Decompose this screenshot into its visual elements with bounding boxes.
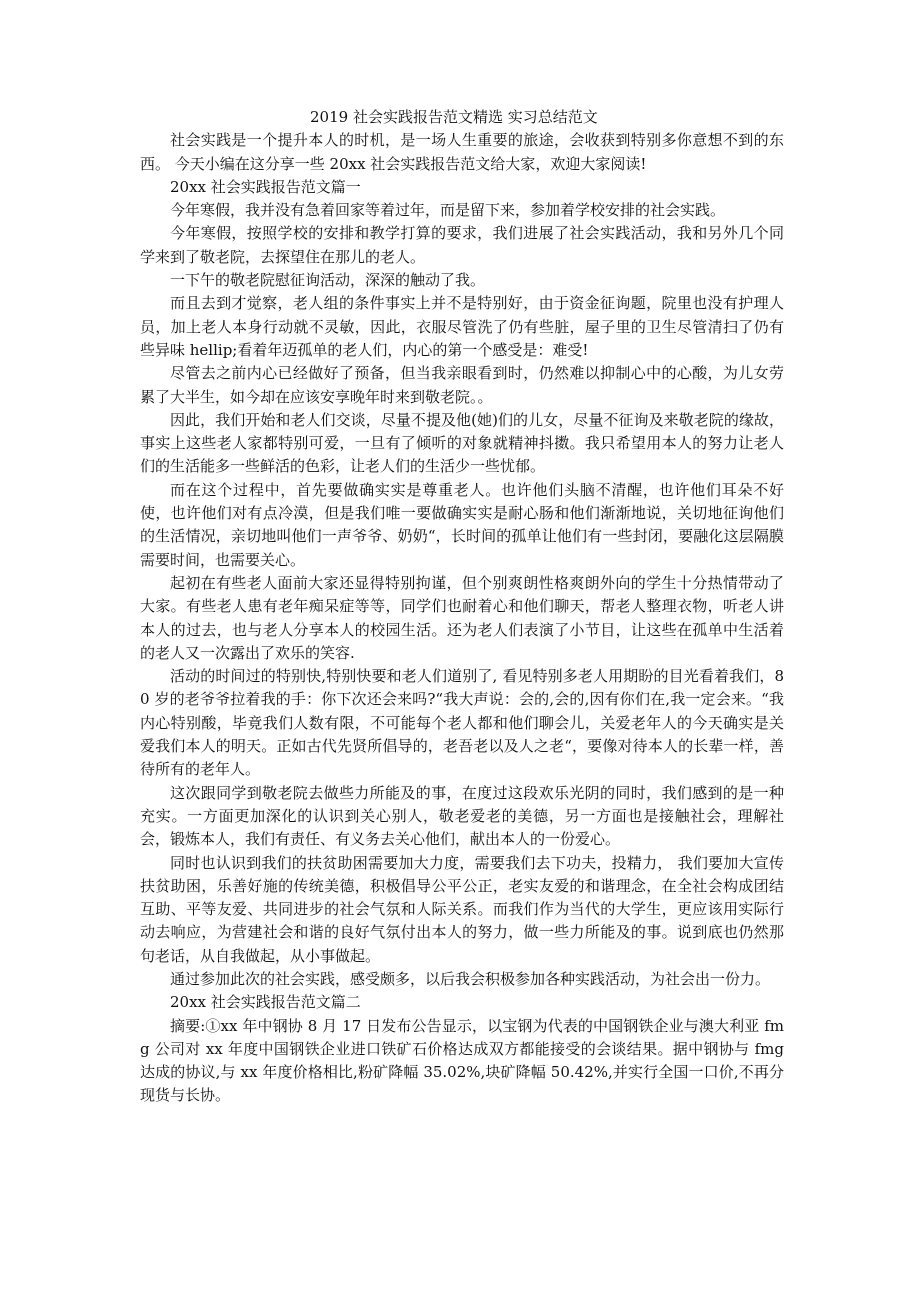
paragraph: 而在这个过程中，首先要做确实实是尊重老人。也许他们头脑不清醒，也许他们耳朵不好使，也许他们对有点冷漠，但是我们唯一要做确实实是耐心肠和他们渐渐地说，关切地征询他们的生活情况，亲切地叫他们一声爷爷、奶奶“，长时间的孤单让他们有一些封闭，要融化这层隔膜需要时间，也需要关心。: [140, 480, 784, 569]
paragraph: 尽管去之前内心已经做好了预备，但当我亲眼看到时，仍然难以抑制心中的心酸，为儿女劳累了大半生，如今却在应该安享晚年时来到敬老院。。: [140, 364, 784, 406]
intro-paragraph: 社会实践是一个提升本人的时机，是一场人生重要的旅途，会收获到特别多你意想不到的东西。 今天小编在这分享一些 20xx 社会实践报告范文给大家，欢迎大家阅读!: [140, 131, 784, 173]
section-one: [140, 176, 784, 991]
paragraph: 这次跟同学到敬老院去做些力所能及的事，在度过这段欢乐光阴的同时，我们感到的是一种充实。一方面更加深化的认识到关心别人，敬老爱老的美德，另一方面也是接触社会，理解社会，锻炼本人，我们有责任、有义务去关心他们，献出本人的一份爱心。: [140, 783, 784, 849]
section-heading: 20xx 社会实践报告范文篇一: [170, 177, 361, 196]
paragraph: 今年寒假，按照学校的安排和教学打算的要求，我们进展了社会实践活动，我和另外几个同学来到了敬老院，去探望住在那儿的老人。: [140, 224, 784, 266]
paragraph: 而且去到才觉察，老人组的条件事实上并不是特别好，由于资金征询题，院里也没有护理人员，加上老人本身行动就不灵敏，因此，衣服尽管洗了仍有些脏，屋子里的卫生尽管清扫了仍有些异味 hellip;看着年迈孤单的老人们，内心的第一个感受是：难受!: [140, 294, 784, 359]
section-two: [140, 991, 784, 1107]
paragraph: 活动的时间过的特别快,特别快要和老人们道别了, 看见特别多老人用期盼的目光看着我们，80 岁的老爷爷拉着我的手：你下次还会来吗?“我大声说：会的,会的,因有你们在,我一定会来。“我内心特别酸，毕竟我们人数有限，不可能每个老人都和他们聊会儿，关爱老年人的今天确实是关爱我们本人的明天。正如古代先贤所倡导的，老吾老以及人之老“，要像对待本人的长辈一样，善待所有的老年人。: [140, 667, 784, 779]
document-title: 2019 社会实践报告范文精选 实习总结范文: [310, 108, 598, 126]
document-page: [140, 106, 784, 1108]
paragraph: 一下午的敬老院慰征询活动，深深的触动了我。: [170, 271, 486, 290]
paragraph: 摘要:①xx 年中钢协 8 月 17 日发布公告显示，以宝钢为代表的中国钢铁企业与澳大利亚 fmg 公司对 xx 年度中国钢铁企业进口铁矿石价格达成双方都能接受的会谈结果。据中钢协与 fmg 达成的协议,与 xx 年度价格相比,粉矿降幅 35.02%,块矿降幅 50.42%,并实行全国一口价,不再分现货与长协。: [140, 1016, 784, 1105]
paragraph: 通过参加此次的社会实践，感受颇多，以后我会积极参加各种实践活动，为社会出一份力。: [170, 969, 771, 988]
section-heading: 20xx 社会实践报告范文篇二: [170, 993, 361, 1012]
paragraph: 起初在有些老人面前大家还显得特别拘谨，但个别爽朗性格爽朗外向的学生十分热情带动了大家。有些老人患有老年痴呆症等等，同学们也耐着心和他们聊天，帮老人整理衣物，听老人讲本人的过去，也与老人分享本人的校园生活。还为老人们表演了小节目，让这些在孤单中生活着的老人又一次露出了欢乐的笑容.: [140, 573, 784, 662]
paragraph: 因此，我们开始和老人们交谈，尽量不提及他(她)们的儿女，尽量不征询及来敬老院的缘故，事实上这些老人家都特别可爱，一旦有了倾听的对象就精神抖擞。我只希望用本人的努力让老人们的生活能多一些鲜活的色彩，让老人们的生活少一些忧郁。: [140, 410, 784, 476]
paragraph: 今年寒假，我并没有急着回家等着过年，而是留下来，参加着学校安排的社会实践。: [170, 201, 726, 220]
paragraph: 同时也认识到我们的扶贫助困需要加大力度，需要我们去下功夫，投精力， 我们要加大宣传扶贫助困，乐善好施的传统美德，积极倡导公平公正，老实友爱的和谐理念，在全社会构成团结互助、平等友爱、共同进步的社会气氛和人际关系。而我们作为当代的大学生，更应该用实际行动去响应，为营建社会和谐的良好气氛付出本人的努力，做一些力所能及的事。说到底也仍然那句老话，从自我做起，从小事做起。: [140, 853, 784, 965]
